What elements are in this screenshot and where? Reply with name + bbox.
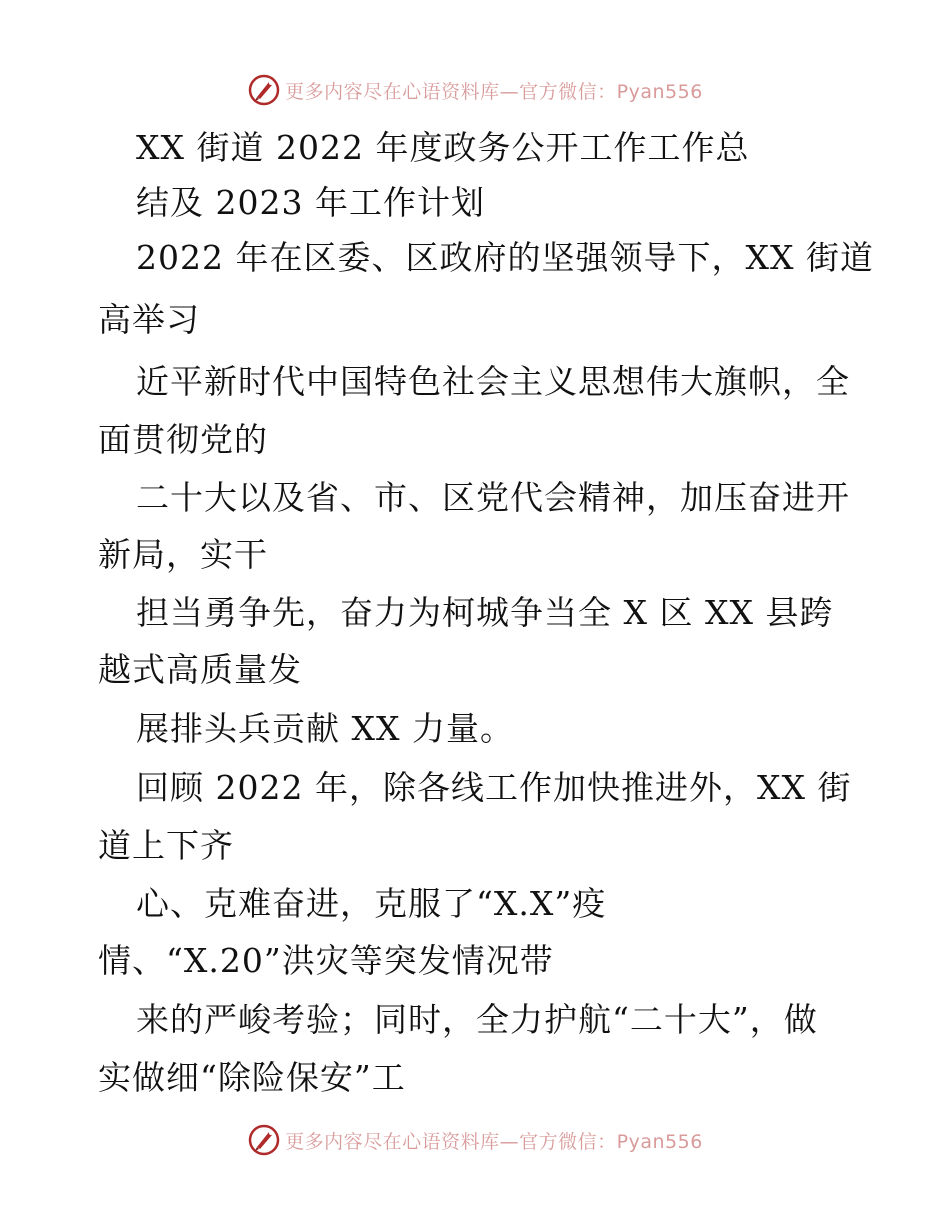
text-line: 结及 2023 年工作计划 bbox=[136, 183, 485, 222]
watermark-header bbox=[0, 70, 950, 110]
text-line: 越式高质量发 bbox=[98, 650, 302, 689]
watermark-text: 更多内容尽在心语资料库—官方微信：Pyan556 bbox=[285, 1130, 703, 1153]
text-line: 展排头兵贡献 XX 力量。 bbox=[136, 709, 514, 748]
text-line: 面贯彻党的 bbox=[98, 420, 268, 459]
text-line: 来的严峻考验；同时，全力护航“二十大”，做 bbox=[136, 1000, 818, 1039]
text-line: 近平新时代中国特色社会主义思想伟大旗帜，全 bbox=[136, 362, 850, 401]
text-line: 高举习 bbox=[98, 300, 200, 339]
watermark-footer bbox=[0, 1120, 950, 1160]
watermark-text: 更多内容尽在心语资料库—官方微信：Pyan556 bbox=[285, 80, 703, 103]
text-line: 道上下齐 bbox=[98, 826, 234, 865]
quill-pen-logo-icon bbox=[247, 1123, 281, 1157]
text-line: 新局，实干 bbox=[98, 535, 268, 574]
text-line: 2022 年在区委、区政府的坚强领导下，XX 街道 bbox=[136, 238, 874, 277]
text-line: 心、克难奋进，克服了“X.X”疫 bbox=[136, 884, 607, 923]
text-line: 二十大以及省、市、区党代会精神，加压奋进开 bbox=[136, 478, 850, 517]
text-line: 实做细“除险保安”工 bbox=[98, 1058, 406, 1097]
text-line: 情、“X.20”洪灾等突发情况带 bbox=[98, 941, 554, 980]
text-line: XX 街道 2022 年度政务公开工作工作总 bbox=[136, 128, 750, 167]
quill-pen-logo-icon bbox=[247, 73, 281, 107]
text-line: 回顾 2022 年，除各线工作加快推进外，XX 街 bbox=[136, 768, 852, 807]
text-line: 担当勇争先，奋力为柯城争当全 X 区 XX 县跨 bbox=[136, 593, 834, 632]
